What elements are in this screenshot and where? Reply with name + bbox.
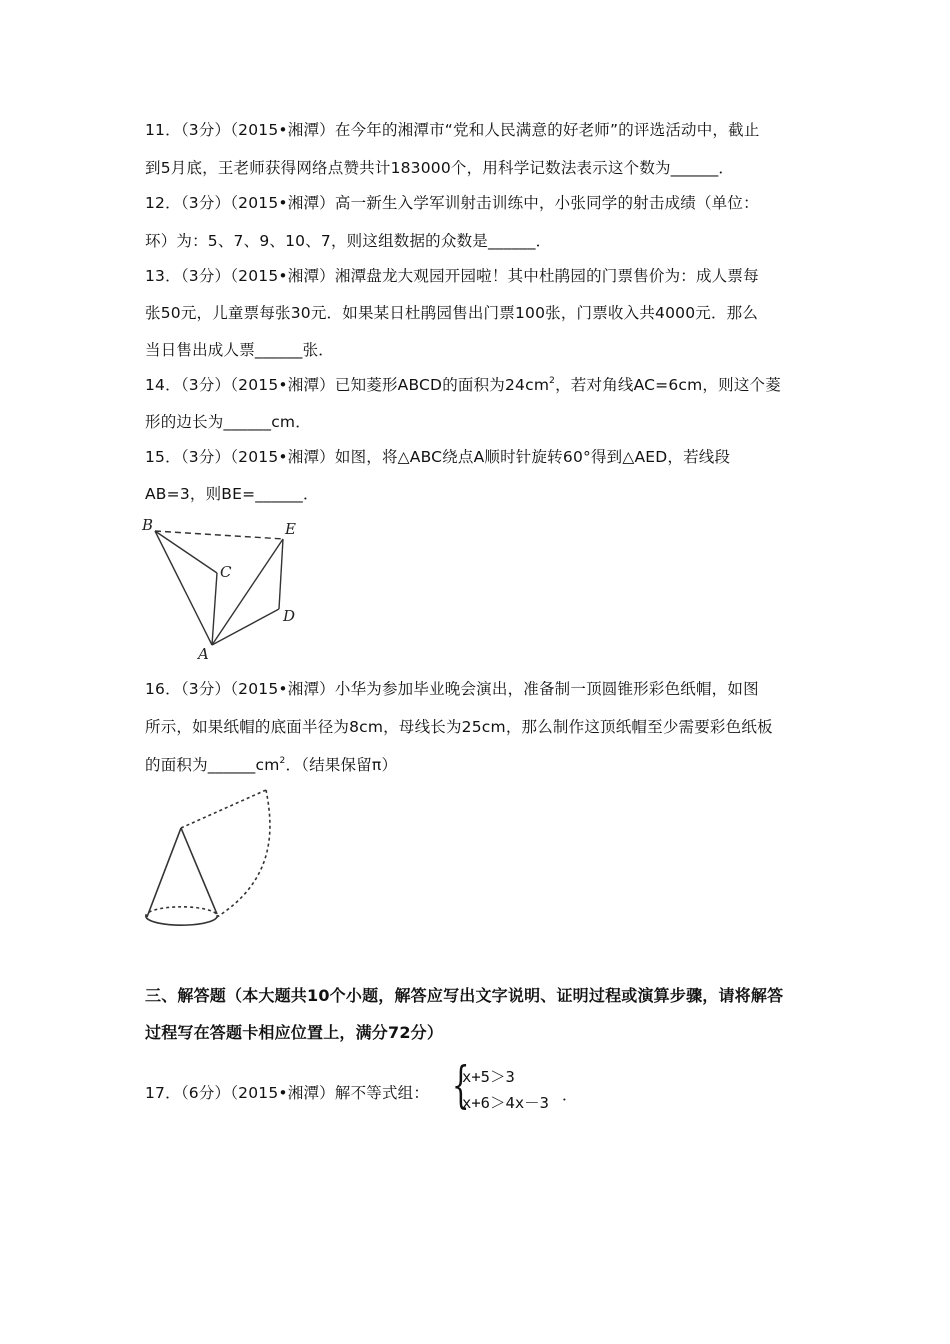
q15-line1: 15．（3分）（2015•湘潭）如图，将△ABC绕点A顺时针旋转60°得到△AED，若线段	[145, 448, 731, 466]
q16-line3: 的面积为$\_\_\_\_\_\_cm^2$．（结果保留π）	[145, 756, 398, 774]
sector-arc	[217, 790, 270, 917]
inequality-system	[452, 1056, 582, 1115]
label-A: A	[198, 645, 209, 663]
q15-line2: AB=3，则BE=______．	[145, 485, 319, 503]
inequality-1: x+5＞3	[462, 1068, 515, 1086]
sector-radius	[181, 790, 266, 828]
q14-line2: 形的边长为______cm．	[145, 413, 311, 431]
label-B: B	[142, 516, 154, 534]
left-brace: {	[452, 1056, 470, 1114]
inequality-2: x+6＞4x－3	[462, 1094, 549, 1112]
label-E: E	[285, 520, 296, 538]
cone-left-edge	[147, 828, 181, 917]
q11-line1: 11．（3分）（2015•湘潭）在今年的湘潭市“党和人民满意的好老师”的评选活动中，截止	[145, 121, 760, 139]
q16-line2: 所示，如果纸帽的底面半径为8cm，母线长为25cm，那么制作这顶纸帽至少需要彩色纸板	[145, 718, 773, 736]
q12-line2: 环）为：5、7、9、10、7，则这组数据的众数是______．	[145, 232, 552, 250]
q17-text: 17．（6分）（2015•湘潭）解不等式组：	[145, 1084, 430, 1102]
cone-base-front	[146, 915, 217, 925]
label-C: C	[220, 563, 232, 581]
section-3-heading-line2: 过程写在答题卡相应位置上，满分72分）	[145, 1023, 444, 1042]
q13-line1: 13．（3分）（2015•湘潭）湘潭盘龙大观园开园啦！其中杜鹃园的门票售价为：成人票每	[145, 267, 759, 285]
q14-line1: 14．（3分）（2015•湘潭）已知菱形ABCD的面积为$24cm^2$，若对角线AC=6cm，则这个菱	[145, 376, 781, 394]
q16-line1: 16．（3分）（2015•湘潭）小华为参加毕业晚会演出，准备制一顶圆锥形彩色纸帽，如图	[145, 680, 759, 698]
q13-line2: 张50元，儿童票每张30元．如果某日杜鹃园售出门票100张，门票收入共4000元．那么	[145, 304, 759, 322]
cone-right-edge	[181, 828, 217, 914]
label-D: D	[283, 607, 296, 625]
q12-line1: 12．（3分）（2015•湘潭）高一新生入学军训射击训练中，小张同学的射击成绩（单位：	[145, 194, 759, 212]
q11-line2: 到5月底，王老师获得网络点赞共计183000个，用科学记数法表示这个数为______．	[145, 159, 735, 177]
q17-period: ．	[562, 1086, 578, 1104]
section-3-heading-line1: 三、解答题（本大题共10个小题，解答应写出文字说明、证明过程或演算步骤，请将解答	[145, 986, 784, 1005]
q13-line3: 当日售出成人票______张．	[145, 341, 335, 359]
cone-base-back	[146, 907, 217, 917]
